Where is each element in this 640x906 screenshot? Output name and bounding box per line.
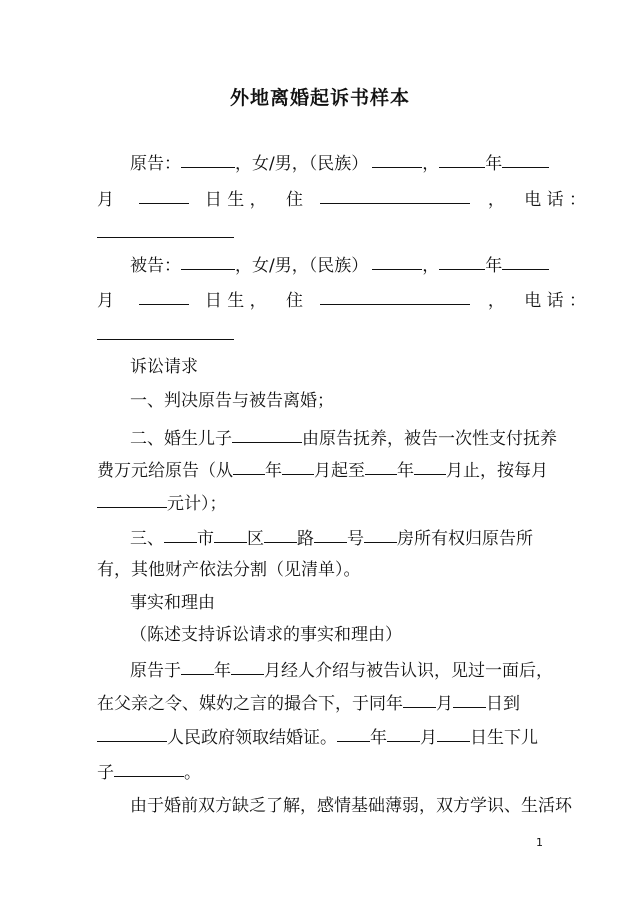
facts-line-5: 由于婚前双方缺乏了解，感情基础薄弱，双方学识、生活环 <box>130 796 572 816</box>
blank-phone <box>97 322 234 340</box>
facts-note: （陈述支持诉讼请求的事实和理由） <box>130 625 402 645</box>
blank-name <box>181 252 235 270</box>
plaintiff-line-3 <box>97 220 234 244</box>
page-title: 外地离婚起诉书样本 <box>229 87 410 109</box>
text: 月止，按每月 <box>446 461 548 481</box>
claim-2-line-2 <box>97 457 548 481</box>
blank <box>365 457 397 475</box>
plaintiff-label: 原告： <box>130 154 181 174</box>
blank-son-name <box>232 425 302 443</box>
blank-son <box>114 759 184 777</box>
facts-line-4 <box>97 759 201 783</box>
defendant-line-3 <box>97 322 234 346</box>
facts-line-3 <box>97 724 538 748</box>
blank <box>453 690 486 708</box>
residence-char: 住 <box>286 291 304 311</box>
phone-label: 电 话 ： <box>524 190 587 210</box>
text: 人民政府领取结婚证。 <box>167 728 337 748</box>
text: 号 <box>347 529 364 549</box>
text: 年 <box>265 461 282 481</box>
blank-government <box>97 724 167 742</box>
text: 日生下儿 <box>470 728 538 748</box>
text: 区 <box>247 529 264 549</box>
claim-1: 一、判决原告与被告离婚； <box>130 391 334 411</box>
blank-ethnicity <box>372 150 422 168</box>
defendant-line-1 <box>130 252 549 276</box>
blank <box>314 525 347 543</box>
text: 房所有权归原告所 <box>397 529 533 549</box>
blank-residence <box>320 287 470 305</box>
plaintiff-ethnicity: （民族） <box>308 154 369 174</box>
blank <box>233 457 265 475</box>
blank-day <box>139 186 189 204</box>
blank <box>437 724 470 742</box>
text: 费万元给原告（从 <box>97 461 233 481</box>
blank <box>414 457 446 475</box>
text: 年 <box>370 728 387 748</box>
text: 年 <box>397 461 414 481</box>
facts-heading: 事实和理由 <box>130 593 215 613</box>
blank-month <box>502 150 549 168</box>
blank <box>403 690 436 708</box>
defendant-line-2 <box>97 287 586 311</box>
blank <box>214 525 247 543</box>
blank <box>364 525 397 543</box>
claim-2-line-1 <box>130 425 557 449</box>
blank-month <box>502 252 549 270</box>
blank-day <box>139 287 189 305</box>
plaintiff-line-1 <box>130 150 549 174</box>
defendant-sex: ，女/男， <box>235 256 309 276</box>
blank <box>282 457 314 475</box>
text: 三、 <box>130 529 164 549</box>
plaintiff-sex: ，女/男， <box>235 154 309 174</box>
page-number: 1 <box>536 836 543 849</box>
plaintiff-line-2 <box>97 186 587 210</box>
blank <box>264 525 297 543</box>
blank <box>164 525 197 543</box>
blank-name <box>181 150 235 168</box>
residence-char: 住 <box>286 190 304 210</box>
facts-line-2 <box>97 690 520 714</box>
year-char: 年 <box>485 154 503 174</box>
day-birth: 日 生 ， <box>204 291 267 311</box>
comma: ， <box>422 256 440 276</box>
month-char: 月 <box>97 190 114 210</box>
comma: ， <box>487 291 505 311</box>
claim-3-line-2: 有，其他财产依法分割（见清单）。 <box>97 560 361 580</box>
facts-line-1 <box>130 657 553 681</box>
blank-year <box>439 252 485 270</box>
blank-phone <box>97 220 234 238</box>
blank <box>387 724 420 742</box>
blank-ethnicity <box>372 252 422 270</box>
text: 由原告抚养，被告一次性支付抚养 <box>302 429 557 449</box>
text: 元计）； <box>167 494 227 514</box>
text: 月 <box>420 728 437 748</box>
blank <box>181 657 214 675</box>
text: 二、婚生儿子 <box>130 429 232 449</box>
text: 月经人介绍与被告认识，见过一面后， <box>264 661 553 681</box>
text: 原告于 <box>130 661 181 681</box>
phone-label: 电 话 ： <box>524 291 587 311</box>
text: 日到 <box>486 694 520 714</box>
blank <box>337 724 370 742</box>
text: 路 <box>297 529 314 549</box>
text: 。 <box>184 763 201 783</box>
text: 月 <box>436 694 453 714</box>
claim-2-line-3 <box>97 490 227 514</box>
blank-year <box>439 150 485 168</box>
comma: ， <box>422 154 440 174</box>
comma: ， <box>487 190 505 210</box>
text: 年 <box>214 661 231 681</box>
claims-heading: 诉讼请求 <box>130 357 198 377</box>
claim-3-line-1 <box>130 525 533 549</box>
text: 子 <box>97 763 114 783</box>
month-char: 月 <box>97 291 114 311</box>
defendant-label: 被告： <box>130 256 181 276</box>
blank-residence <box>320 186 470 204</box>
text: 月起至 <box>314 461 365 481</box>
defendant-ethnicity: （民族） <box>308 256 369 276</box>
blank-monthly <box>97 490 167 508</box>
text: 在父亲之令、媒妁之言的撮合下，于同年 <box>97 694 403 714</box>
text: 市 <box>197 529 214 549</box>
day-birth: 日 生 ， <box>204 190 267 210</box>
blank <box>231 657 264 675</box>
year-char: 年 <box>485 256 503 276</box>
